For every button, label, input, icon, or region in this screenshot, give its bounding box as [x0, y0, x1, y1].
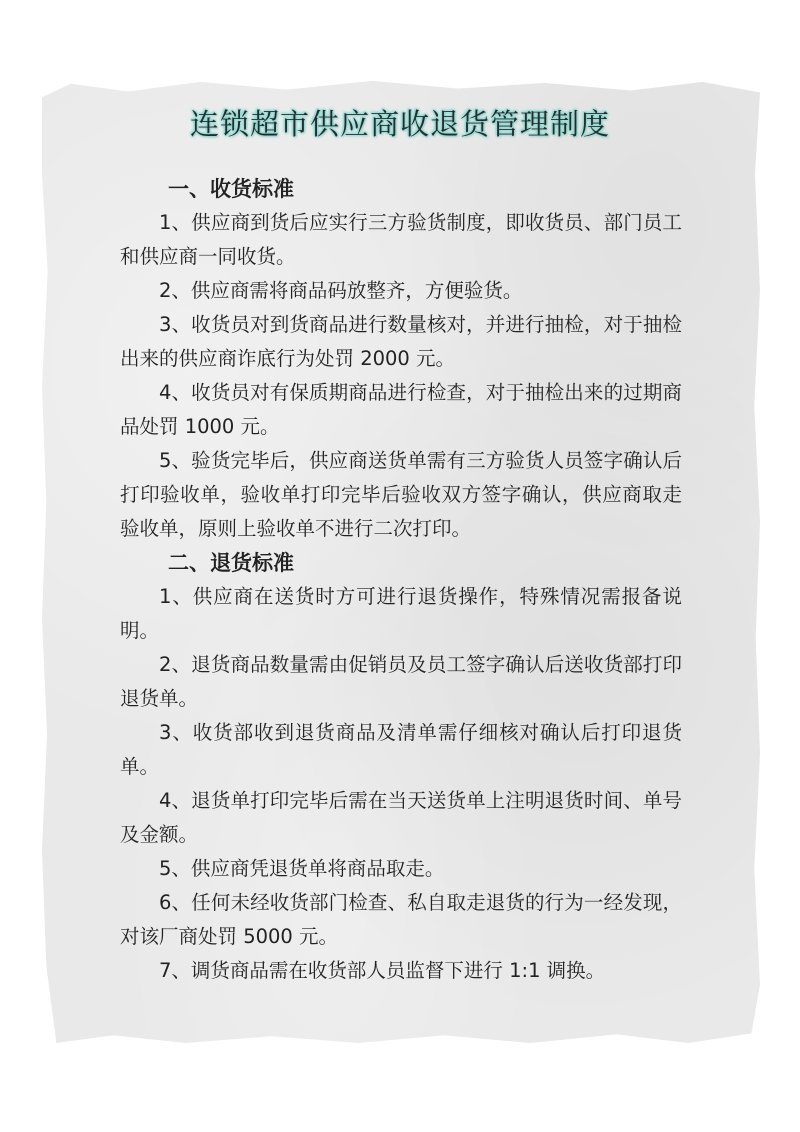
document-body	[120, 172, 682, 988]
list-item: 5、供应商凭退货单将商品取走。	[159, 857, 445, 880]
section-heading: 二、退货标准	[168, 551, 294, 575]
list-item: 2、供应商需将商品码放整齐，方便验货。	[159, 279, 523, 302]
section-returns	[120, 546, 682, 988]
list-item: 4、收货员对有保质期商品进行检查，对于抽检出来的过期商品处罚 1000 元。	[120, 381, 682, 438]
list-item: 7、调货商品需在收货部人员监督下进行 1:1 调换。	[159, 959, 606, 982]
list-item: 2、退货商品数量需由促销员及员工签字确认后送收货部打印退货单。	[120, 653, 682, 710]
list-item: 4、退货单打印完毕后需在当天送货单上注明退货时间、单号及金额。	[120, 789, 682, 846]
section-heading: 一、收货标准	[168, 177, 294, 201]
section-receiving	[120, 172, 682, 546]
list-item: 1、供应商到货后应实行三方验货制度，即收货员、部门员工和供应商一同收货。	[120, 211, 682, 268]
document-title: 连锁超市供应商收退货管理制度	[189, 107, 610, 141]
list-item: 1、供应商在送货时方可进行退货操作，特殊情况需报备说明。	[120, 585, 682, 642]
list-item: 3、收货部收到退货商品及清单需仔细核对确认后打印退货单。	[120, 721, 682, 778]
list-item: 6、任何未经收货部门检查、私自取走退货的行为一经发现，对该厂商处罚 5000 元。	[120, 891, 682, 948]
list-item: 5、验货完毕后，供应商送货单需有三方验货人员签字确认后打印验收单，验收单打印完毕后验收双方签字确认，供应商取走验收单，原则上验收单不进行二次打印。	[120, 449, 682, 540]
list-item: 3、收货员对到货商品进行数量核对，并进行抽检，对于抽检出来的供应商诈底行为处罚 2000 元。	[120, 313, 682, 370]
